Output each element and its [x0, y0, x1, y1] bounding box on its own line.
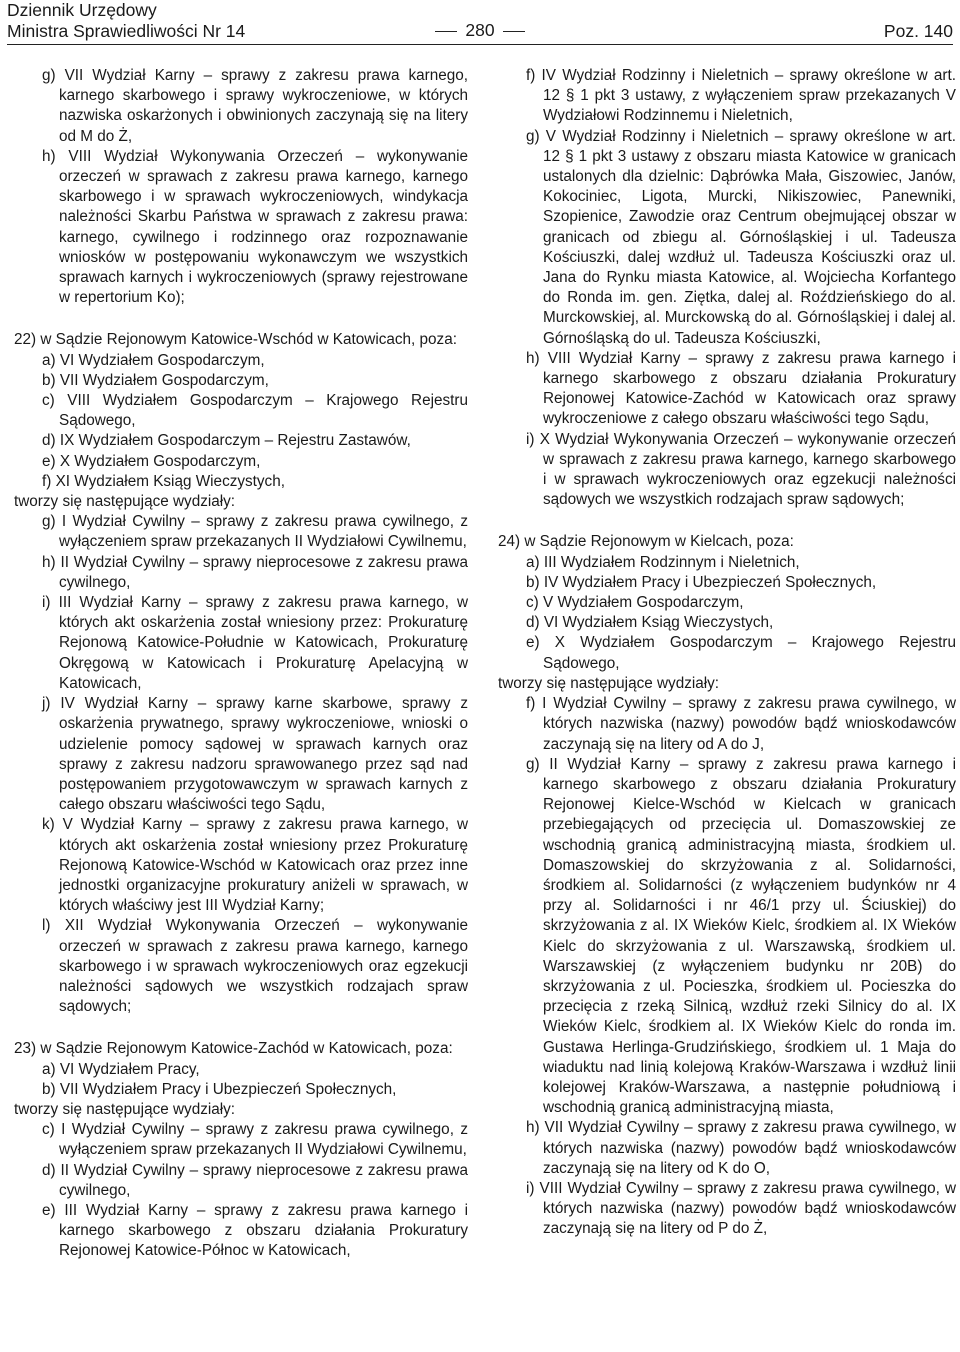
- paragraph-gap: [14, 1017, 468, 1039]
- list-item: e) III Wydział Karny – sprawy z zakresu prawa karnego i karnego skarbowego z obszaru działania Prokuratury Rejonowej Katowice-Północ w Katowicach,: [42, 1201, 468, 1260]
- list-item: e) X Wydziałem Gospodarczym – Krajowego Rejestru Sądowego,: [526, 634, 956, 672]
- position-number: Poz. 140: [883, 21, 953, 41]
- clause-text: tworzy się następujące wydziały:: [498, 674, 720, 692]
- list-item: a) III Wydziałem Rodzinnym i Nieletnich,: [526, 553, 800, 571]
- list-item: b) VII Wydziałem Pracy i Ubezpieczeń Społecznych,: [42, 1080, 397, 1098]
- page-number-block: [7, 20, 953, 41]
- list-item: g) II Wydział Karny – sprawy z zakresu prawa karnego i karnego skarbowego z obszaru działania Prokuratury Rejonowej Kielce-Wschód w Kielcach w granicach przebiegających od przecięcia ul. Domaszowskiej ze wschodnią granicą administracyjną miasta, środkiem ul. Domaszowskiej do skrzyżowania z al. Solidarności, środkiem al. Solidarności (z wyłączeniem budynków nr 4 przy al. Solidarności i nr 46/1 przy ul. Ściuskiej) do skrzyżowania z al. IX Wieków Kielc, środkiem al. IX Wieków Kielc do skrzyżowania z ul. Warszawską, środkiem ul. Warszawskiej (z wyłączeniem budynku nr 20B) do skrzyżowania z ul. Pocieszka, środkiem ul. Pocieszka do przecięcia z rzeką Silnicą, wzdłuż rzeki Silnicy do al. IX Wieków Kielc, środkiem al. IX Wieków Kielc do ronda im. Gustawa Herlinga-Grudzińskiego, środkiem ul. 1 Maja do wiaduktu nad linią kolejową Kraków-Warszawa i wzdłuż linii kolejowej Kraków-Warszawa, a następnie południową i wschodnią granicą administracyjną miasta,: [526, 755, 956, 1117]
- paragraph-gap: [498, 510, 956, 532]
- list-item: k) V Wydział Karny – sprawy z zakresu prawa karnego, w których akt oskarżenia został wniesiony przez Prokuraturę Rejonową Katowice-Wschód w Katowicach oraz przez inne jednostki organizacyjne prokuratury aniżeli w sprawach, w których właściwy jest III Wydział Karny;: [42, 816, 468, 915]
- list-item: c) V Wydziałem Gospodarczym,: [526, 594, 744, 612]
- page-number: 280: [465, 20, 495, 40]
- list-item: c) I Wydział Cywilny – sprawy z zakresu prawa cywilnego, z wyłączeniem spraw przekazanych II Wydziałowi Cywilnemu,: [42, 1121, 468, 1159]
- header-rule: [7, 44, 953, 45]
- list-item: b) VII Wydziałem Gospodarczym,: [42, 371, 269, 389]
- list-item: f) XI Wydziałem Ksiąg Wieczystych,: [42, 472, 285, 490]
- section-paragraph: 24) w Sądzie Rejonowym w Kielcach, poza:: [498, 533, 794, 551]
- ministry-issue: Ministra Sprawiedliwości Nr 14: [7, 21, 246, 41]
- list-item: a) VI Wydziałem Gospodarczym,: [42, 351, 265, 369]
- list-item: j) IV Wydział Karny – sprawy karne skarbowe, sprawy z oskarżenia prywatnego, sprawy wykroczeniowe, wnioski o udzielenie pomocy sądowej w sprawach karnych oraz sprawy z zakresu nadzoru sprawowanego przez sąd nad postępowaniem przygotowawczym w sprawach karnych z całego obszaru właściwości tego Sądu,: [42, 695, 468, 814]
- list-item: i) VIII Wydział Cywilny – sprawy z zakresu prawa cywilnego, w których nazwiska (nazwy) powodów bądź wnioskodawców zaczynają się na litery od P do Ż,: [526, 1179, 956, 1238]
- list-item: h) VII Wydział Cywilny – sprawy z zakresu prawa cywilnego, w których nazwiska (nazwy) powodów bądź wnioskodawców zaczynają się na litery od K do O,: [526, 1119, 956, 1177]
- page-header: [7, 0, 953, 44]
- list-item: h) VIII Wydział Karny – sprawy z zakresu prawa karnego i karnego skarbowego z obszaru działania Prokuratury Rejonowej Katowice-Zachód w Katowicach oraz sprawy wykroczeniowe z całego obszaru właściwości tego Sądu,: [526, 349, 956, 428]
- list-item: g) I Wydział Cywilny – sprawy z zakresu prawa cywilnego, z wyłączeniem spraw przekazanych II Wydziałowi Cywilnemu,: [42, 513, 468, 551]
- list-item: e) X Wydziałem Gospodarczym,: [42, 452, 261, 470]
- list-item: d) IX Wydziałem Gospodarczym – Rejestru Zastawów,: [42, 432, 411, 450]
- journal-name: Dziennik Urzędowy: [7, 0, 157, 20]
- section-paragraph: 23) w Sądzie Rejonowym Katowice-Zachód w Katowicach, poza:: [14, 1040, 453, 1058]
- list-item: d) VI Wydziałem Ksiąg Wieczystych,: [526, 614, 774, 632]
- clause-text: tworzy się następujące wydziały:: [14, 1100, 236, 1118]
- list-item: h) VIII Wydział Wykonywania Orzeczeń – wykonywanie orzeczeń w sprawach z zakresu prawa karnego, karnego skarbowego i w sprawach wykroczeniowych, windykacja należności Skarbu Państwa w sprawach z zakresu prawa: karnego, cywilnego i rodzinnego oraz rozpoznawanie wniosków w postępowaniu wykonawczym we wszystkich sprawach karnych i wykroczeniowych (sprawy rejestrowane w repertorium Ko);: [42, 147, 468, 307]
- dash-right: [503, 31, 525, 32]
- dash-left: [435, 31, 457, 32]
- right-column: [498, 66, 956, 1240]
- list-item: f) I Wydział Cywilny – sprawy z zakresu prawa cywilnego, w których nazwiska (nazwy) powodów bądź wnioskodawców zaczynają się na litery od A do J,: [526, 695, 956, 753]
- paragraph-gap: [14, 308, 468, 330]
- list-item: l) XII Wydział Wykonywania Orzeczeń – wykonywanie orzeczeń w sprawach z zakresu prawa karnego, karnego skarbowego i w sprawach wykroczeniowych oraz egzekucji należności sądowych we wszystkich rodzajach spraw sądowych;: [42, 917, 468, 1016]
- list-item: d) II Wydział Cywilny – sprawy nieprocesowe z zakresu prawa cywilnego,: [42, 1161, 468, 1199]
- list-item: c) VIII Wydziałem Gospodarczym – Krajowego Rejestru Sądowego,: [42, 392, 468, 430]
- list-item: i) III Wydział Karny – sprawy z zakresu prawa karnego, w których akt oskarżenia został wniesiony przez: Prokuraturę Rejonową Katowice-Południe w Katowicach, Prokuraturę Okręgową w Katowicach i Prokuraturę Apelacyjną w Katowicach,: [42, 594, 468, 692]
- list-item: b) IV Wydziałem Pracy i Ubezpieczeń Społecznych,: [526, 573, 877, 591]
- left-column: [14, 66, 468, 1262]
- list-item: h) II Wydział Cywilny – sprawy nieprocesowe z zakresu prawa cywilnego,: [42, 553, 468, 591]
- clause-text: tworzy się następujące wydziały:: [14, 493, 236, 511]
- list-item: g) VII Wydział Karny – sprawy z zakresu prawa karnego, karnego skarbowego i sprawy wykroczeniowe, w których nazwiska oskarżonych i obwinionych zaczynają się na litery od M do Ż,: [42, 67, 468, 145]
- list-item: a) VI Wydziałem Pracy,: [42, 1060, 200, 1078]
- list-item: f) IV Wydział Rodzinny i Nieletnich – sprawy określone w art. 12 § 1 pkt 3 ustawy, z wyłączeniem spraw przekazanych V Wydziałowi Rodzinnemu i Nieletnich,: [526, 67, 956, 125]
- list-item: i) X Wydział Wykonywania Orzeczeń – wykonywanie orzeczeń w sprawach z zakresu prawa karnego, karnego skarbowego i w sprawach wykroczeniowych oraz egzekucji należności sądowych we wszystkich rodzajach spraw sądowych;: [526, 430, 956, 509]
- section-paragraph: 22) w Sądzie Rejonowym Katowice-Wschód w Katowicach, poza:: [14, 331, 457, 349]
- list-item: g) V Wydział Rodzinny i Nieletnich – sprawy określone w art. 12 § 1 pkt 3 ustawy z obszaru miasta Katowice w granicach ustalonych dla dzielnic: Dąbrówka Mała, Giszowiec, Janów, Kokociniec, Ligota, Murcki, Nikiszowiec, Panewniki, Szopienice, Zawodzie oraz Centrum obejmującej obszar w granicach od zbiegu al. Górnośląskiej i ul. Tadeusza Kościuszki, dalej wzdłuż ul. Tadeusza Kościuszki oraz ul. Jana do Rynku miasta Katowice, al. Wojciecha Korfantego do Ronda im. gen. Ziętka, dalej al. Roździeńskiego do al. Murckowskiej, al. Murckowską do al. Górnośląskiej i dalej al. Górnośląską do ul. Tadeusza Kościuszki,: [526, 127, 956, 347]
